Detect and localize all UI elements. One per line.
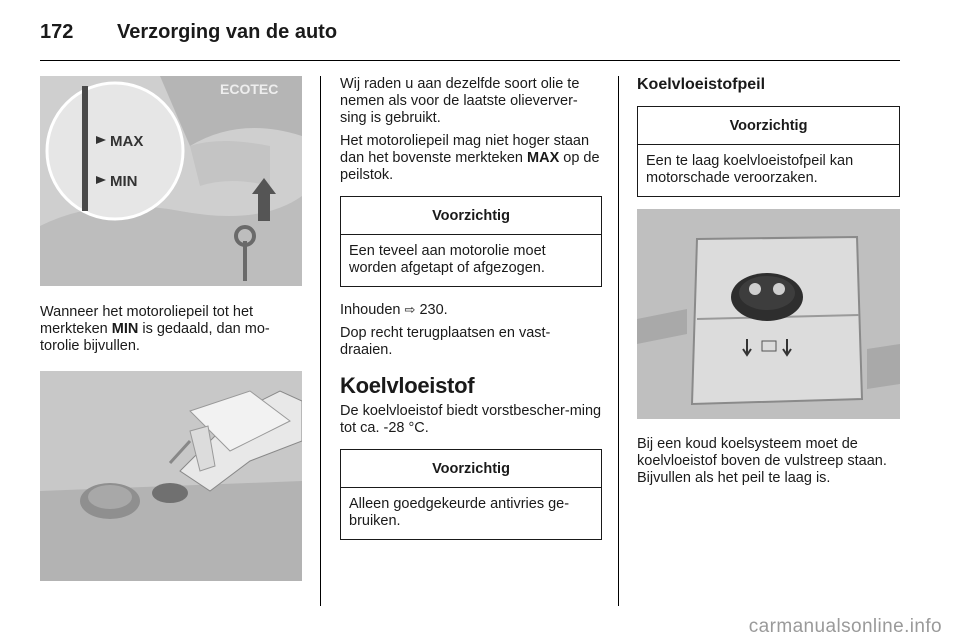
section-heading: Koelvloeistof (340, 373, 475, 398)
paragraph: Wij raden u aan dezelfde soort olie te nemen als voor de laatste olieverver-sing is gebruikt. (340, 76, 580, 126)
oil-refill-figure (40, 371, 302, 581)
coolant-reservoir-illustration (637, 209, 900, 419)
page-reference-icon: ⇨ (404, 302, 416, 317)
caution-box (340, 196, 602, 287)
column-divider (320, 76, 321, 606)
max-label: MAX (110, 133, 144, 150)
engine-text: ECOTEC (220, 81, 279, 97)
paragraph: De koelvloeistof biedt vorstbescher-ming tot ca. -28 °C. (340, 403, 602, 436)
caution-box (340, 449, 602, 540)
caution-body: Een te laag koelvloeistofpeil kan motorschade veroorzaken. (646, 153, 854, 186)
dipstick-illustration (40, 76, 302, 286)
column-2 (340, 76, 602, 540)
caution-title: Voorzichtig (638, 107, 899, 145)
dipstick-figure (40, 76, 302, 286)
column-1 (40, 76, 302, 581)
paragraph: Bij een koud koelsysteem moet de koelvloeistof boven de vulstreep staan. Bijvullen als het peil te laag is. (637, 436, 887, 486)
oil-refill-illustration (40, 371, 302, 581)
caution-body: Een teveel aan motorolie moet worden afgetapt of afgezogen. (349, 243, 546, 276)
bold-max: MAX (527, 150, 560, 166)
paragraph: Het motoroliepeil mag niet hoger staan dan het bovenste merkteken MAX op de peilstok. (340, 133, 600, 183)
paragraph: Wanneer het motoroliepeil tot het merkteken MIN is gedaald, dan mo-torolie bijvullen. (40, 304, 270, 354)
page-title: Verzorging van de auto (117, 21, 338, 43)
column-3 (637, 76, 900, 487)
caution-title: Voorzichtig (341, 450, 601, 488)
min-label: MIN (110, 173, 138, 190)
coolant-reservoir-figure (637, 209, 900, 419)
page-number: 172 (40, 21, 74, 43)
page-header (40, 18, 900, 61)
caution-title: Voorzichtig (341, 197, 601, 235)
watermark: carmanualsonline.info (748, 616, 942, 637)
subsection-heading: Koelvloeistofpeil (637, 76, 766, 93)
column-divider (618, 76, 619, 606)
bold-min: MIN (111, 321, 139, 337)
caution-box (637, 106, 900, 197)
paragraph: Dop recht terugplaatsen en vast-draaien. (340, 325, 551, 358)
paragraph: Inhouden ⇨ 230. (340, 302, 448, 318)
caution-body: Alleen goedgekeurde antivries ge-bruiken. (349, 496, 570, 529)
